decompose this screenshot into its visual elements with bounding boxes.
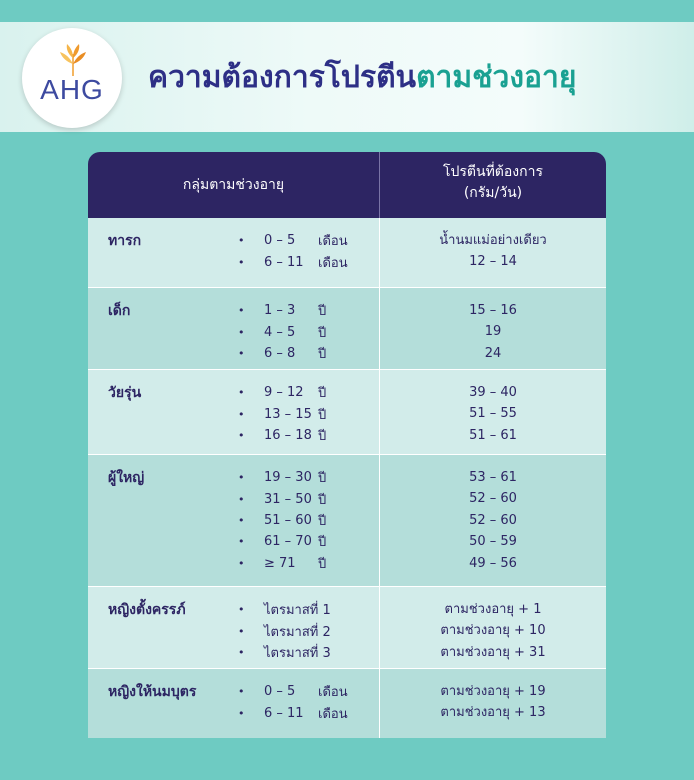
age-range: 51 – 60 <box>264 512 312 528</box>
age-range: 16 – 18 <box>264 427 312 443</box>
bullet-icon: • <box>238 325 245 339</box>
age-range: 0 – 5 <box>264 233 296 249</box>
age-unit: ปี <box>318 304 327 320</box>
bullet-icon: • <box>238 645 245 659</box>
age-range: ไตรมาสที่ 3 <box>264 645 331 661</box>
age-item <box>238 230 348 251</box>
age-list <box>238 681 348 724</box>
age-range: 1 – 3 <box>264 303 296 319</box>
age-item <box>238 300 326 321</box>
age-item <box>238 251 348 272</box>
protein-value: ตามช่วงอายุ + 1 <box>444 602 542 617</box>
bullet-icon: • <box>238 428 245 442</box>
protein-value: 12 – 14 <box>469 254 517 270</box>
protein-value: 50 – 59 <box>469 534 517 550</box>
protein-value: 51 – 61 <box>469 427 517 443</box>
protein-values <box>380 230 606 273</box>
ahg-logo <box>22 28 122 128</box>
age-range: ไตรมาสที่ 2 <box>264 624 331 640</box>
bullet-icon: • <box>238 234 245 248</box>
group-label: ผู้ใหญ่ <box>108 470 145 486</box>
age-item <box>238 343 326 364</box>
group-label: เด็ก <box>108 303 131 319</box>
table-row <box>88 370 606 455</box>
logo-text: AHG <box>40 74 104 105</box>
protein-value: 52 – 60 <box>469 491 517 507</box>
protein-value: 53 – 61 <box>469 470 517 485</box>
age-list <box>238 467 326 574</box>
protein-value: 15 – 16 <box>469 303 517 318</box>
age-unit: ปี <box>318 556 327 572</box>
bullet-icon: • <box>238 492 245 506</box>
age-item <box>238 403 326 424</box>
table-row <box>88 669 606 738</box>
protein-value: 24 <box>484 345 502 361</box>
bullet-icon: • <box>238 535 245 549</box>
page-title <box>148 54 576 101</box>
age-unit: ปี <box>318 407 327 423</box>
age-unit: ปี <box>318 513 327 529</box>
age-list <box>238 230 348 273</box>
table-header <box>88 152 606 218</box>
age-item <box>238 681 348 702</box>
protein-value: ตามช่วงอายุ + 19 <box>440 684 546 699</box>
age-unit: ปี <box>318 492 327 508</box>
protein-values <box>380 382 606 446</box>
age-unit: เดือน <box>318 706 348 722</box>
age-item <box>238 382 326 403</box>
age-unit: ปี <box>318 535 327 551</box>
bullet-icon: • <box>238 556 245 570</box>
age-range: ไตรมาสที่ 1 <box>264 603 331 619</box>
age-range: 9 – 12 <box>264 385 304 401</box>
protein-value: 49 – 56 <box>469 555 517 571</box>
group-label: หญิงตั้งครรภ์ <box>108 602 186 618</box>
header-age-group: กลุ่มตามช่วงอายุ <box>182 177 285 193</box>
age-unit: ปี <box>318 471 327 487</box>
header-protein-line2: (กรัม/วัน) <box>463 185 523 201</box>
age-unit: เดือน <box>318 234 348 250</box>
table-row <box>88 587 606 669</box>
bullet-icon: • <box>238 346 245 360</box>
age-range: 6 – 11 <box>264 705 304 721</box>
group-label: วัยรุ่น <box>108 385 142 401</box>
age-item <box>238 488 326 509</box>
protein-value: 39 – 40 <box>469 385 517 400</box>
group-label: ทารก <box>108 233 142 249</box>
bullet-icon: • <box>238 624 245 638</box>
age-range: 61 – 70 <box>264 534 312 550</box>
age-unit: ปี <box>318 325 327 341</box>
age-range: 6 – 8 <box>264 345 296 361</box>
group-label: หญิงให้นมบุตร <box>108 684 197 700</box>
table-row <box>88 455 606 587</box>
table-row <box>88 218 606 288</box>
protein-value: ตามช่วงอายุ + 31 <box>440 644 546 660</box>
protein-value: น้ำนมแม่อย่างเดียว <box>439 233 547 248</box>
age-item <box>238 599 331 620</box>
protein-values <box>380 599 606 663</box>
age-list <box>238 599 331 663</box>
age-range: 0 – 5 <box>264 684 296 700</box>
age-unit: ปี <box>318 428 327 444</box>
protein-value: 51 – 55 <box>469 406 517 422</box>
protein-table <box>88 152 606 738</box>
top-band <box>0 0 694 22</box>
bullet-icon: • <box>238 471 245 485</box>
protein-values <box>380 467 606 574</box>
bullet-icon: • <box>238 513 245 527</box>
age-list <box>238 382 326 446</box>
age-item <box>238 425 326 446</box>
age-item <box>238 620 331 641</box>
age-item <box>238 702 348 723</box>
header-protein-line1: โปรตีนที่ต้องการ <box>442 164 543 180</box>
age-unit: ปี <box>318 386 327 402</box>
age-item <box>238 531 326 552</box>
bullet-icon: • <box>238 407 245 421</box>
protein-value: 19 <box>484 324 502 340</box>
age-range: 13 – 15 <box>264 406 312 422</box>
protein-values <box>380 681 606 724</box>
age-unit: ปี <box>318 346 327 362</box>
age-list <box>238 300 326 364</box>
protein-value: ตามช่วงอายุ + 10 <box>440 623 546 639</box>
age-item <box>238 321 326 342</box>
age-range: 31 – 50 <box>264 491 312 507</box>
age-unit: เดือน <box>318 685 348 701</box>
header-protein <box>380 162 606 204</box>
age-unit: เดือน <box>318 255 348 271</box>
bullet-icon: • <box>238 706 245 720</box>
title-part-1: ความต้องการโปรตีน <box>148 60 417 95</box>
protein-value: ตามช่วงอายุ + 13 <box>440 705 546 721</box>
age-item <box>238 467 326 488</box>
bullet-icon: • <box>238 304 245 318</box>
bullet-icon: • <box>238 603 245 617</box>
title-part-2: ตามช่วงอายุ <box>416 60 577 95</box>
bullet-icon: • <box>238 386 245 400</box>
age-item <box>238 642 331 663</box>
age-range: ≥ 71 <box>264 555 296 571</box>
bullet-icon: • <box>238 685 245 699</box>
table-row <box>88 288 606 370</box>
age-range: 6 – 11 <box>264 254 304 270</box>
age-item <box>238 510 326 531</box>
age-range: 4 – 5 <box>264 324 296 340</box>
protein-values <box>380 300 606 364</box>
bullet-icon: • <box>238 255 245 269</box>
age-range: 19 – 30 <box>264 470 312 486</box>
wheat-leaf-icon <box>58 42 88 76</box>
protein-value: 52 – 60 <box>469 512 517 528</box>
age-item <box>238 553 326 574</box>
